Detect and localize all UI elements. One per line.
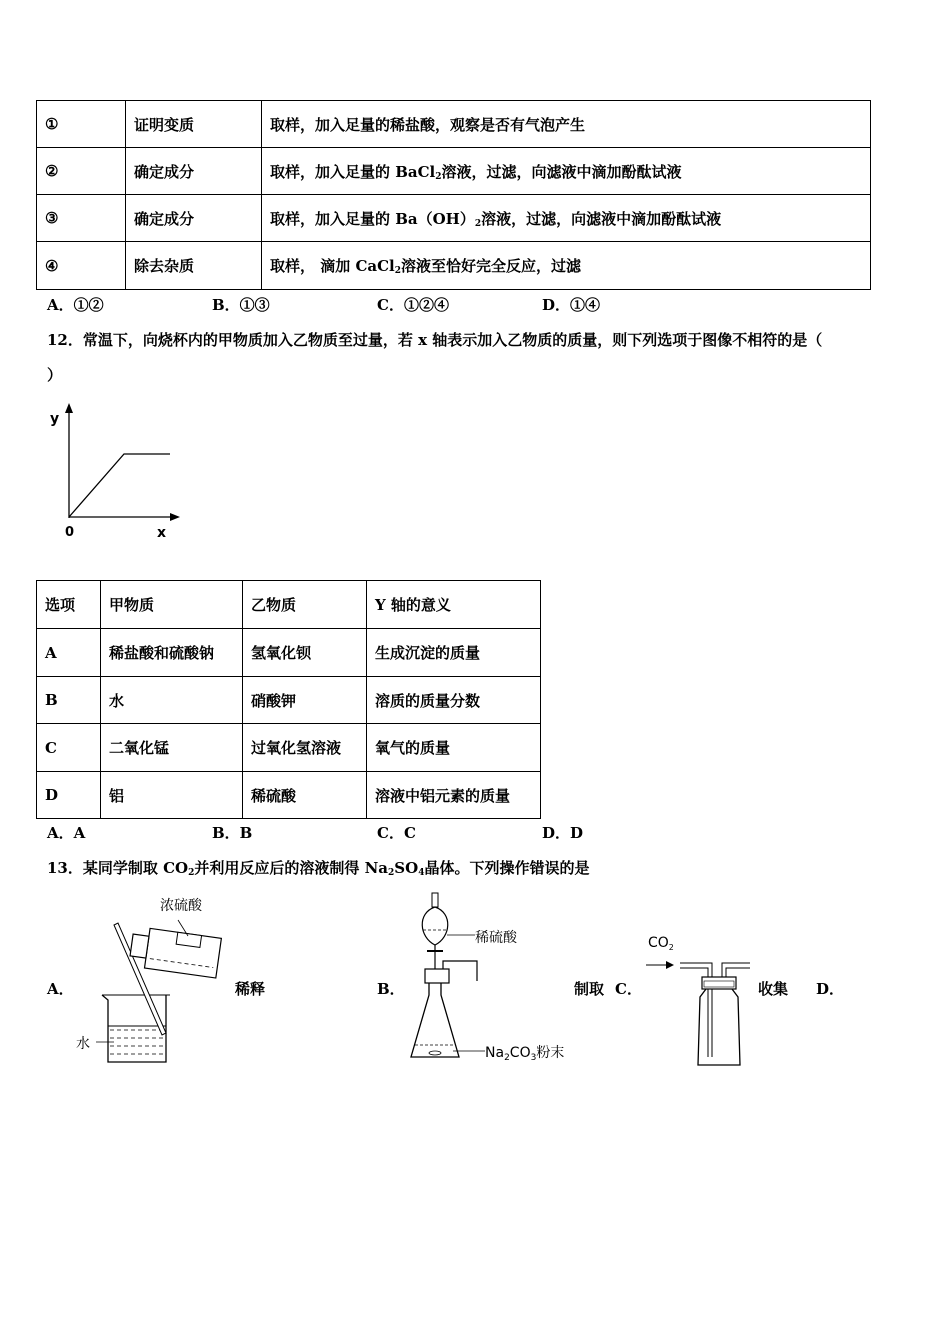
q13-figure-c [640,925,770,1070]
header-jia: 甲物质 [101,581,243,629]
y-axis-label: y [50,411,60,427]
conical-flask [411,983,459,1057]
cell: 硝酸钾 [243,677,367,724]
cell: 水 [101,677,243,724]
gas-arrow-head [666,961,674,969]
cell: 稀硫酸 [243,772,367,819]
gas-label: $CO_2$ [648,935,674,952]
row-purpose: 确定成分 [126,195,262,242]
row-purpose: 证明变质 [126,101,262,148]
table-row [37,195,871,242]
q13-caption-c: 收集 [758,980,789,998]
q12-stem-line2: ） [47,366,63,384]
cell: 溶质的质量分数 [367,677,541,724]
rubber-stopper [425,969,449,983]
row-purpose: 确定成分 [126,148,262,195]
graph-line [69,454,170,517]
table-row [37,148,871,195]
q13-stem: 13．某同学制取 $CO_2$并利用反应后的溶液制得 $Na_2SO_4$晶体。下列操作错误的是 [47,859,590,878]
cell: A [37,629,101,677]
option-c[interactable]: C．①②④ [377,296,449,314]
option-b[interactable]: B．B [212,824,253,842]
table-row [37,772,541,819]
acid-label: 浓硫酸 [160,898,202,914]
table-row [37,629,541,677]
gas-bottle [698,989,740,1065]
cell: 氢氧化钡 [243,629,367,677]
q12-table [36,580,541,819]
q13-caption-b: 制取 [574,980,605,998]
row-method: 取样，加入足量的 BaCl$_2$溶液，过滤，向滤液中滴加酚酞试液 [262,148,871,195]
cell: 铝 [101,772,243,819]
table-row [37,724,541,772]
option-a[interactable]: A．A [47,824,86,842]
table-row [37,677,541,724]
header-y-meaning: Y 轴的意义 [367,581,541,629]
cell: D [37,772,101,819]
separatory-funnel [422,907,448,945]
q12-stem-line1: 12．常温下，向烧杯内的甲物质加入乙物质至过量，若 x 轴表示加入乙物质的质量，则下列选项于图像不相符的是（ [47,331,823,349]
water-label: 水 [76,1036,90,1052]
row-method: 取样， 滴加 CaCl$_2$溶液至恰好完全反应，过滤 [262,242,871,290]
q13-option-d[interactable]: D． [816,980,845,998]
cell: 过氧化氢溶液 [243,724,367,772]
header-yi: 乙物质 [243,581,367,629]
table-row [37,242,871,290]
q11-table [36,100,871,290]
origin-label: 0 [65,525,75,540]
q12-graph [40,400,190,550]
water-lines [110,1030,164,1054]
cell: B [37,677,101,724]
row-number: ① [37,101,126,148]
q13-figure-b [405,885,585,1070]
cell: 氧气的质量 [367,724,541,772]
beaker [102,995,166,1062]
option-d[interactable]: D．①④ [542,296,601,314]
funnel-top [432,893,438,907]
table-row [37,101,871,148]
cell: 稀盐酸和硫酸钠 [101,629,243,677]
acid-bottle [129,926,222,978]
option-c[interactable]: C．C [377,824,416,842]
x-axis-label: x [157,525,167,541]
q13-option-a[interactable]: A． [47,980,74,998]
acid-label: 稀硫酸 [475,930,517,946]
q13-figure-a [70,890,230,1070]
row-method: 取样，加入足量的稀盐酸，观察是否有气泡产生 [262,101,871,148]
powder-label: $Na_2CO_3$粉末 [485,1045,565,1063]
q13-option-c[interactable]: C． [615,980,642,998]
header-option: 选项 [37,581,101,629]
powder [429,1051,441,1055]
row-number: ③ [37,195,126,242]
table-header-row [37,581,541,629]
option-a[interactable]: A．①② [47,296,104,314]
q13-option-b[interactable]: B． [377,980,405,998]
y-axis-arrow [65,403,73,413]
row-number: ④ [37,242,126,290]
row-purpose: 除去杂质 [126,242,262,290]
q13-caption-a: 稀释 [235,980,266,998]
row-method: 取样，加入足量的 $Ba(OH)_2$溶液，过滤，向滤液中滴加酚酞试液 [262,195,871,242]
cell: 二氧化锰 [101,724,243,772]
cell: 溶液中铝元素的质量 [367,772,541,819]
row-number: ② [37,148,126,195]
option-b[interactable]: B．①③ [212,296,270,314]
cell: C [37,724,101,772]
x-axis-arrow [170,513,180,521]
cell: 生成沉淀的质量 [367,629,541,677]
option-d[interactable]: D．D [542,824,584,842]
